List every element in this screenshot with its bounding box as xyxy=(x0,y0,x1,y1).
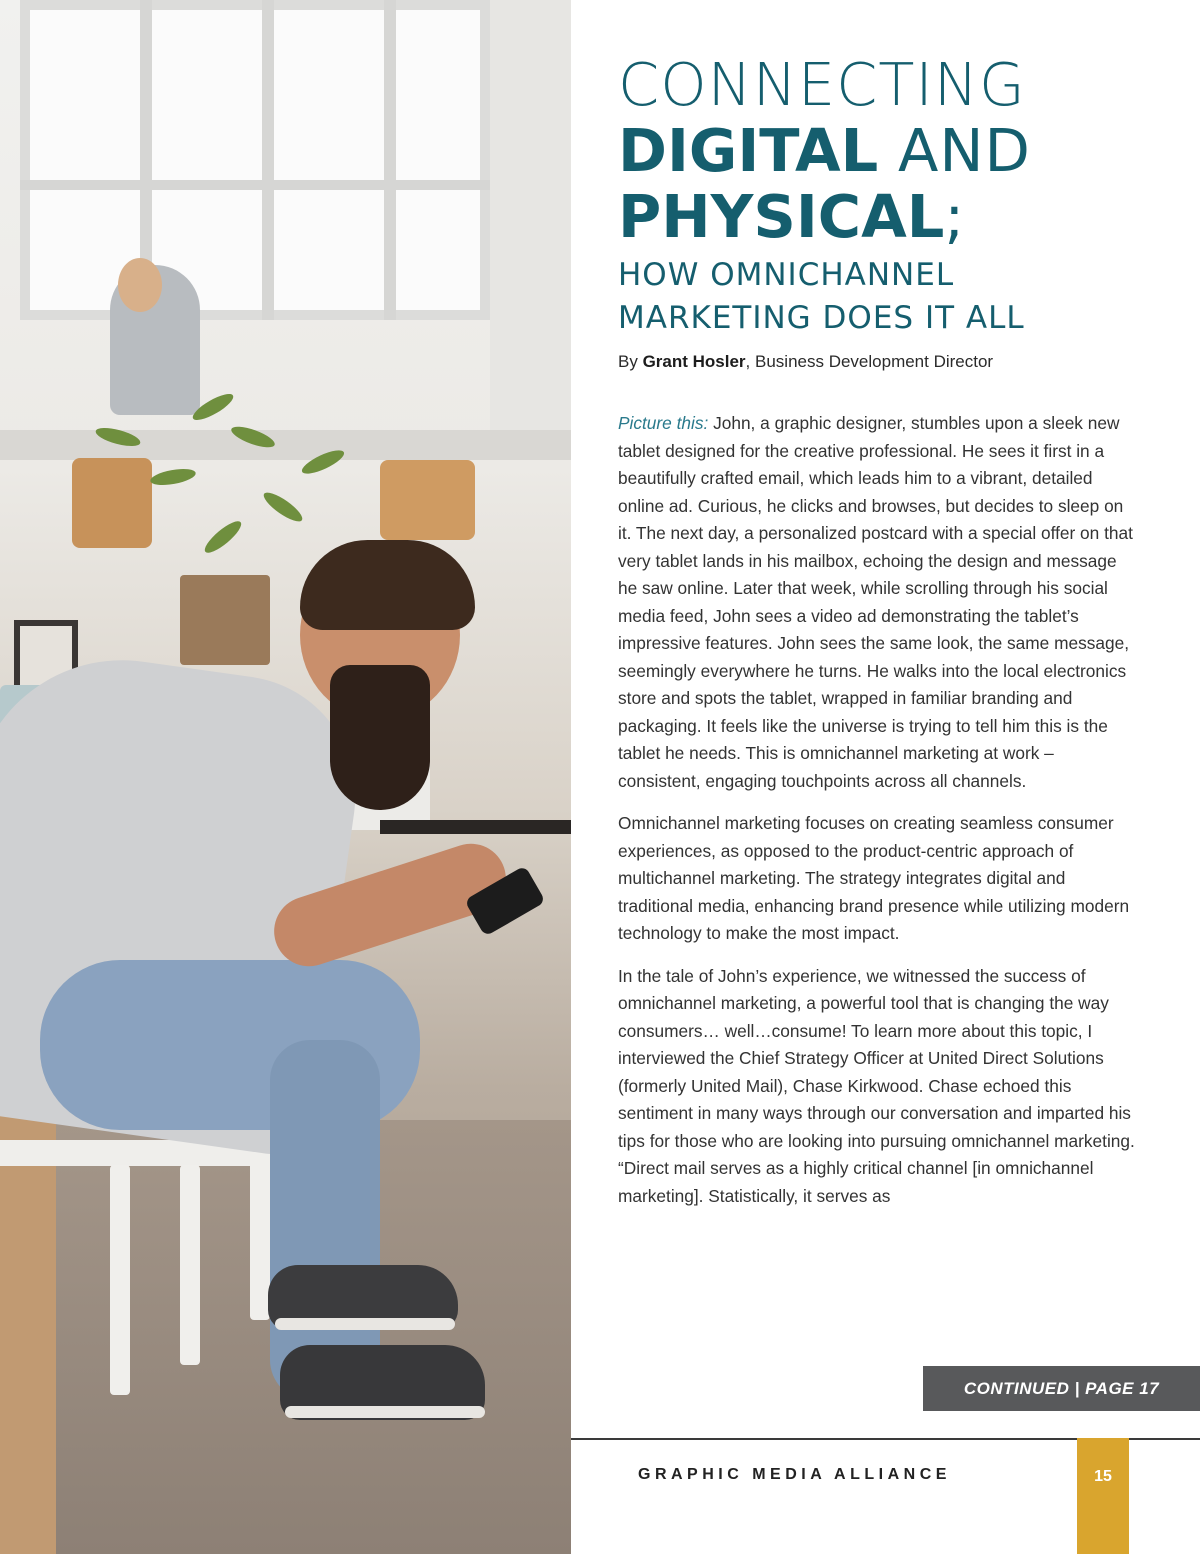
page-number: 15 xyxy=(1094,1468,1112,1485)
window-mullion xyxy=(20,180,490,190)
photo-man-hair xyxy=(300,540,475,630)
photo-chair-leg xyxy=(250,1140,270,1320)
byline-prefix: By xyxy=(618,352,643,371)
photo-wall xyxy=(490,0,571,430)
photo-far-desk xyxy=(0,430,571,460)
byline xyxy=(618,352,993,372)
subtitle-line-2: MARKETING DOES IT ALL xyxy=(618,300,1025,336)
paragraph-text: John, a graphic designer, stumbles upon a sleek new tablet designed for the creative professional. He sees it first in a beautifully crafted email, which leads him to a vibrant, detailed online ad. Curious, he clicks and browses, but decides to sleep on it. The next day, a personalized postcard with a special offer on that very tablet lands in his mailbox, echoing the design and message he saw online. Later that week, while scrolling through his social media feed, John sees a video ad demonstrating the tablet’s impressive features. John sees the same look, the same message, seemingly everywhere he turns. He walks into the local electronics store and spots the tablet, wrapped in familiar branding and packaging. It feels like the universe is trying to tell him this is the tablet he needs. This is omnichannel marketing at work – consistent, engaging touchpoints across all channels. xyxy=(618,413,1133,791)
photo-shoe-sole xyxy=(285,1406,485,1418)
photo-plant-pot xyxy=(180,575,270,665)
window-mullion xyxy=(262,0,274,320)
footer-brand: GRAPHIC MEDIA ALLIANCE xyxy=(638,1466,951,1483)
title-punctuation: ; xyxy=(944,182,966,251)
body-paragraph: In the tale of John’s experience, we witnessed the success of omnichannel marketing, a powerful tool that is changing the way consumers… well…consume! To learn more about this topic, I interviewed the Chief Strategy Officer at United Direct Solutions (formerly United Mail), Chase Kirkwood. Chase echoed this sentiment in many ways through our conversation and imparted his tips for those who are looking into pursuing omnichannel marketing. “Direct mail serves as a highly critical channel [in omnichannel marketing]. Statistically, it serves as xyxy=(618,965,1135,1206)
photo-chair-leg xyxy=(110,1165,130,1395)
photo-chair-leg xyxy=(180,1165,200,1365)
photo-window xyxy=(20,0,490,320)
body-paragraph xyxy=(618,410,1140,795)
title-bold-word: DIGITAL xyxy=(618,116,879,185)
continued-link[interactable]: CONTINUED | PAGE 17 xyxy=(923,1366,1200,1411)
window-mullion xyxy=(384,0,396,320)
photo-background-person-head xyxy=(118,258,162,312)
photo-man-beard xyxy=(330,665,430,810)
plant-leaf xyxy=(201,517,245,557)
plant-leaf xyxy=(149,466,197,488)
body-paragraph: Omnichannel marketing focuses on creating seamless consumer experiences, as opposed to the product-centric approach of multichannel marketing. The strategy integrates digital and traditional media, enhancing brand presence while utilizing modern technology to make the most impact. xyxy=(618,813,1130,943)
title-line-2 xyxy=(618,118,1158,184)
hero-photo xyxy=(0,0,571,1554)
lead-in: Picture this: xyxy=(618,413,709,433)
title-thin-word: AND xyxy=(878,116,1031,185)
plant-leaf xyxy=(260,488,306,526)
photo-orange-chair xyxy=(72,458,152,548)
title-line-3 xyxy=(618,184,1158,250)
title-bold-word: PHYSICAL xyxy=(618,182,945,251)
photo-shoe-sole xyxy=(275,1318,455,1330)
page-number-tab xyxy=(1077,1438,1129,1554)
article-title xyxy=(618,52,1158,250)
byline-role: , Business Development Director xyxy=(745,352,994,371)
article-subtitle xyxy=(618,254,1158,340)
byline-author: Grant Hosler xyxy=(642,352,746,371)
photo-orange-chair xyxy=(380,460,475,540)
article-body xyxy=(618,410,1140,1225)
photo-table-edge xyxy=(380,820,571,834)
photo-table-corner xyxy=(0,1108,56,1554)
title-line-1: CONNECTING xyxy=(618,50,1026,119)
subtitle-line-1: HOW OMNICHANNEL xyxy=(618,257,955,293)
